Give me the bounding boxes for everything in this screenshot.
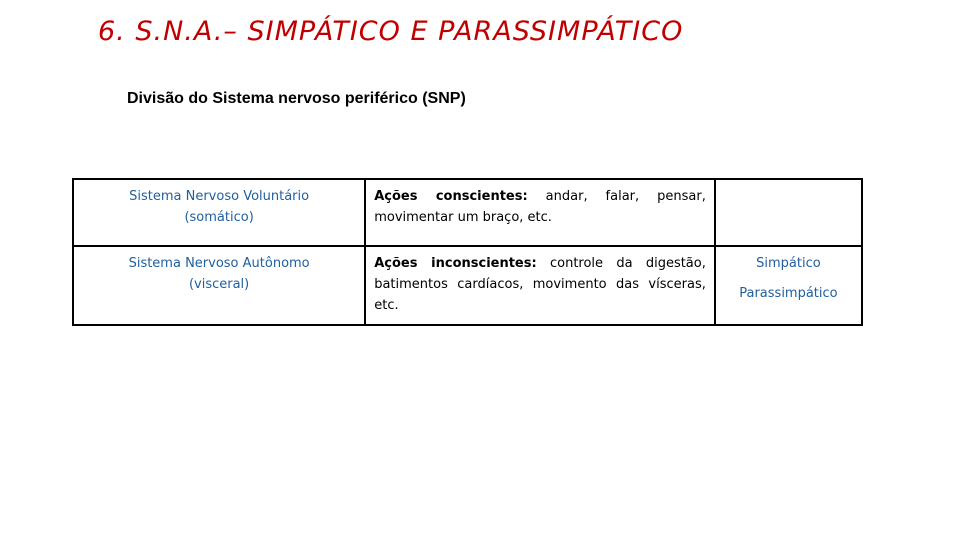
slide-subtitle: Divisão do Sistema nervoso periférico (SNP) bbox=[127, 90, 466, 107]
division-cell-empty bbox=[715, 179, 862, 246]
system-type: (somático) bbox=[184, 210, 254, 225]
system-name: Sistema Nervoso Autônomo bbox=[128, 256, 310, 271]
table-row-voluntary bbox=[73, 179, 862, 246]
system-cell-voluntary bbox=[73, 179, 365, 246]
action-label: Ações conscientes: bbox=[374, 189, 528, 204]
system-type: (visceral) bbox=[188, 277, 250, 292]
system-name: Sistema Nervoso Voluntário bbox=[129, 189, 310, 204]
system-cell-autonomous bbox=[73, 246, 365, 325]
action-text: andar, falar, pensar, movimentar um braço, etc. bbox=[374, 189, 706, 225]
snp-division-table bbox=[72, 178, 863, 326]
action-cell-voluntary bbox=[365, 179, 715, 246]
action-text: controle da digestão, batimentos cardíacos, movimento das vísceras, etc. bbox=[374, 256, 706, 313]
division-cell-autonomous bbox=[715, 246, 862, 325]
division-sympathetic: Simpático bbox=[756, 256, 821, 271]
table-row-autonomous bbox=[73, 246, 862, 325]
action-cell-autonomous bbox=[365, 246, 715, 325]
division-parasympathetic: Parassimpático bbox=[739, 286, 838, 301]
slide-title: 6. S.N.A.– SIMPÁTICO E PARASSIMPÁTICO bbox=[98, 16, 684, 47]
action-label: Ações inconscientes: bbox=[374, 256, 537, 271]
